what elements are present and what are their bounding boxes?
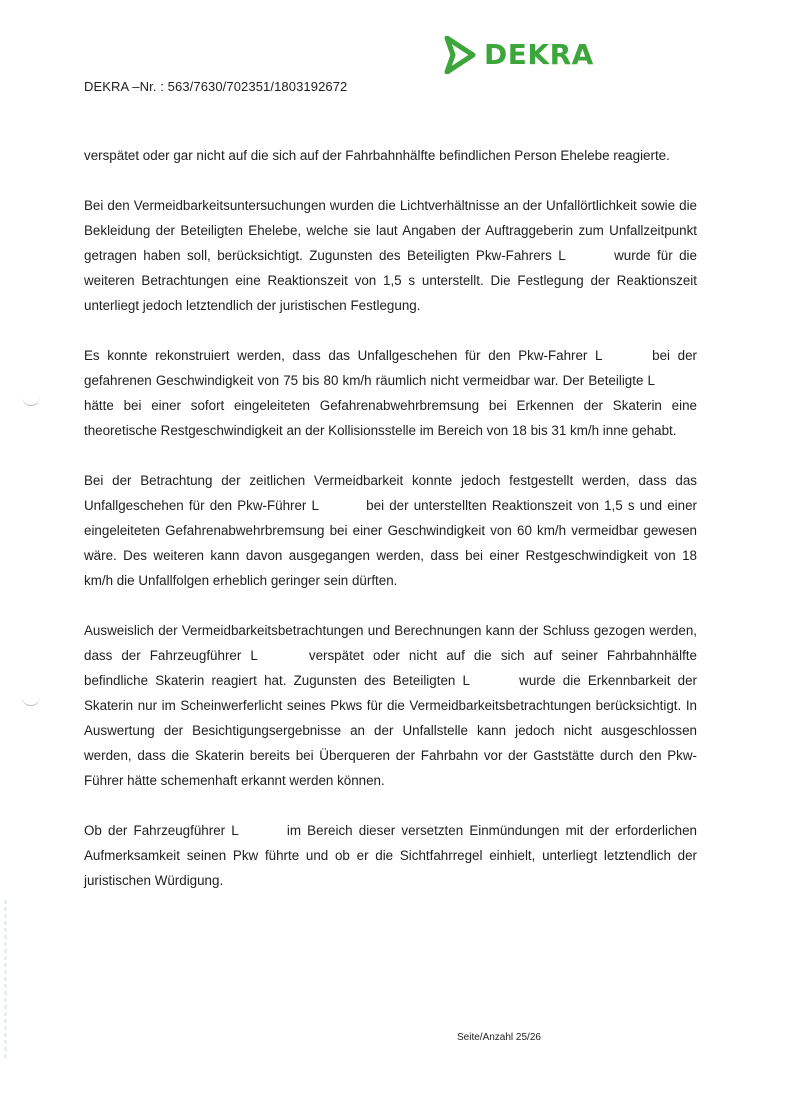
report-body (84, 143, 697, 918)
paragraph (84, 143, 697, 168)
paragraph-text: Bei der Betrachtung der zeitlichen Vermeidbarkeit konnte jedoch festgestellt werden, dass das Unfallgeschehen für den Pkw-Führer L (84, 473, 697, 513)
paragraph-text: Bei den Vermeidbarkeitsuntersuchungen wurden die Lichtverhältnisse an der Unfallörtlichkeit sowie die Bekleidung der Beteiligten Ehelebe, welche sie laut Angaben der Auftraggeberin zum Unfallzeitpunkt getragen haben soll, berücksichtigt. Zugunsten des Beteiligten Pkw-Fahrers L (84, 198, 697, 263)
paragraph (84, 193, 697, 318)
paragraph (84, 818, 697, 893)
paragraph-text: bei der unterstellten Reaktionszeit von 1,5 s und einer eingeleiteten Gefahrenabwehrbremsung bei einer Geschwindigkeit von 60 km/h vermeidbar gewesen wäre. Des weiteren kann davon ausgegangen werden, dass bei einer Restgeschwindigkeit von 18 km/h die Unfallfolgen erheblich geringer sein dürften. (84, 498, 697, 588)
paragraph-text: wurde für die weiteren Betrachtungen eine Reaktionszeit von 1,5 s unterstellt. Die Festlegung der Reaktionszeit unterliegt jedoch letztendlich der juristischen Festlegung. (84, 248, 697, 313)
scan-edge-strip (4, 900, 7, 1060)
paragraph-text: hätte bei einer sofort eingeleiteten Gefahrenabwehrbremsung bei Erkennen der Skaterin eine theoretische Restgeschwindigkeit an der Kollisionsstelle im Bereich von 18 bis 31 km/h inne gehabt. (84, 398, 697, 438)
paragraph-text: verspätet oder gar nicht auf die sich auf der Fahrbahnhälfte befindlichen Person Ehelebe reagierte. (84, 148, 670, 163)
paragraph (84, 468, 697, 593)
paragraph-text: im Bereich dieser versetzten Einmündungen mit der erforderlichen Aufmerksamkeit seinen Pkw führte und ob er die Sichtfahrregel einhielt, unterliegt letztendlich der juristischen Würdigung. (84, 823, 697, 888)
paragraph-text: verspätet oder nicht auf die sich auf seiner Fahrbahnhälfte befindliche Skaterin reagiert hat. Zugunsten des Beteiligten L (84, 648, 697, 688)
paragraph-text: Ausweislich der Vermeidbarkeitsbetrachtungen und Berechnungen kann der Schluss gezogen werden, dass der Fahrzeugführer L (84, 623, 697, 663)
paragraph (84, 618, 697, 793)
margin-mark (22, 397, 40, 406)
paragraph-text: bei der gefahrenen Geschwindigkeit von 75 bis 80 km/h räumlich nicht vermeidbar war. Der Beteiligte L (84, 348, 697, 388)
logo-text: DEKRA (484, 38, 594, 71)
page-number: Seite/Anzahl 25/26 (457, 1032, 541, 1043)
dekra-logo (444, 36, 594, 74)
paragraph-text: Es konnte rekonstruiert werden, dass das Unfallgeschehen für den Pkw-Fahrer L (84, 348, 603, 363)
paragraph (84, 343, 697, 443)
reference-number: DEKRA –Nr. : 563/7630/702351/1803192672 (84, 79, 348, 94)
margin-mark (22, 697, 40, 706)
paragraph-text: wurde die Erkennbarkeit der Skaterin nur im Scheinwerferlicht seines Pkws für die Vermeidbarkeitsbetrachtungen berücksichtigt. In Auswertung der Besichtigungsergebnisse an der Unfallstelle kann jedoch nicht ausgeschlossen werden, dass die Skaterin bereits bei Überqueren der Fahrbahn vor der Gaststätte durch den Pkw-Führer hätte schemenhaft erkannt werden können. (84, 673, 697, 788)
paragraph-text: Ob der Fahrzeugführer L (84, 823, 239, 838)
dekra-arrow-icon (444, 36, 476, 74)
